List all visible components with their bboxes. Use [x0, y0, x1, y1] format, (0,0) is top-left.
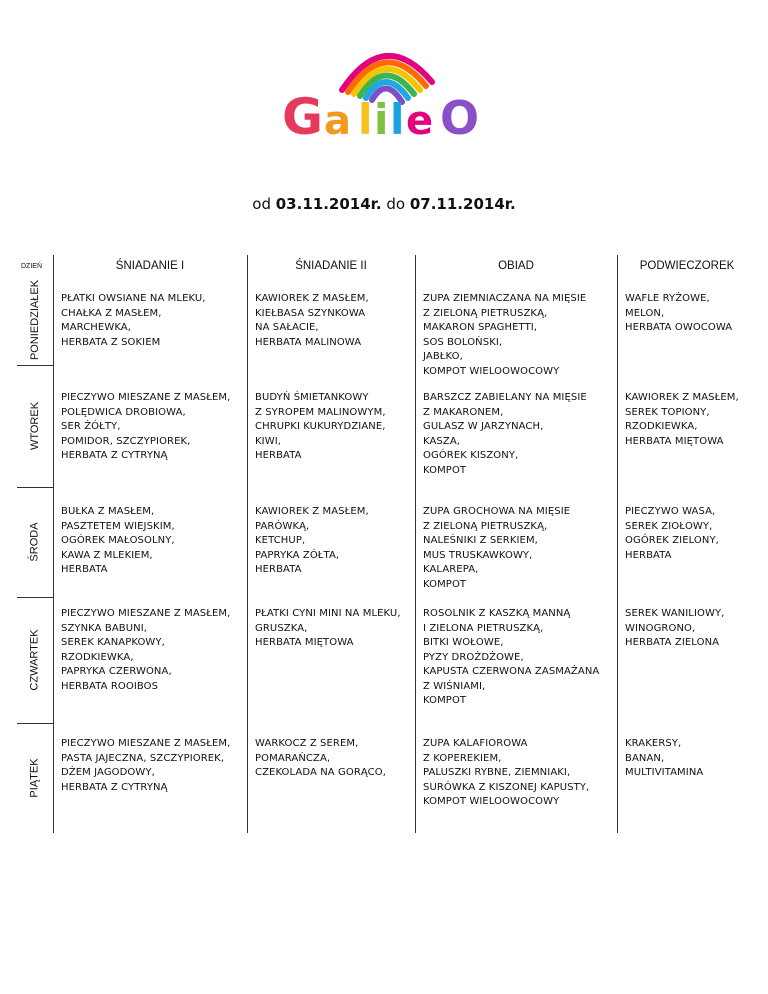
menu-cell: KAWIOREK Z MASŁEM, SEREK TOPIONY, RZODKIEWKA, HERBATA MIĘTOWA — [625, 392, 739, 447]
column-divider — [415, 255, 416, 833]
svg-text:a: a — [324, 98, 351, 144]
menu-cell: ROSOLNIK Z KASZKĄ MANNĄ I ZIELONA PIETRUSZKĄ, BITKI WOŁOWE, PYZY DROŻDŻOWE, KAPUSTA CZERWONA ZASMAŻANA Z WIŚNIAMI, KOMPOT — [423, 608, 600, 706]
galileo-wordmark — [282, 88, 479, 146]
menu-cell: PIECZYWO WASA, SEREK ZIOŁOWY, OGÓREK ZIELONY, HERBATA — [625, 506, 719, 561]
svg-text:l: l — [358, 95, 373, 144]
menu-cell: PIECZYWO MIESZANE Z MASŁEM, SZYNKA BABUNI, SEREK KANAPKOWY, RZODKIEWKA, PAPRYKA CZERWONA, HERBATA ROOIBOS — [61, 608, 231, 692]
date-from: 03.11.2014r. — [275, 195, 382, 213]
svg-text:i: i — [374, 95, 389, 144]
header-breakfast-1: ŚNIADANIE I — [115, 260, 185, 272]
menu-cell: PIECZYWO MIESZANE Z MASŁEM, PASTA JAJECZNA, SZCZYPIOREK, DŻEM JAGODOWY, HERBATA Z CYTRYNĄ — [61, 738, 231, 793]
date-middle: do — [381, 195, 410, 213]
svg-text:e: e — [406, 98, 434, 144]
svg-text:O: O — [440, 91, 480, 145]
menu-cell: BUDYŃ ŚMIETANKOWY Z SYROPEM MALINOWYM, CHRUPKI KUKURYDZIANE, KIWI, HERBATA — [255, 392, 386, 461]
day-monday: PONIEDZIAŁEK — [29, 279, 42, 361]
menu-cell: KAWIOREK Z MASŁEM, KIEŁBASA SZYNKOWA NA SAŁACIE, HERBATA MALINOWA — [255, 293, 369, 348]
header-breakfast-2: ŚNIADANIE II — [295, 260, 367, 272]
column-divider — [53, 255, 54, 833]
day-tuesday: WTOREK — [29, 401, 42, 451]
svg-text:G: G — [282, 88, 324, 146]
menu-cell: SEREK WANILIOWY, WINOGRONO, HERBATA ZIELONA — [625, 608, 725, 648]
menu-cell: ZUPA ZIEMNIACZANA NA MIĘSIE Z ZIELONĄ PIETRUSZKĄ, MAKARON SPAGHETTI, SOS BOLOŃSKI, JABŁKO, KOMPOT WIELOOWOCOWY — [423, 293, 587, 377]
menu-cell: PIECZYWO MIESZANE Z MASŁEM, POLĘDWICA DROBIOWA, SER ŻÓŁTY, POMIDOR, SZCZYPIOREK, HERBATA Z CYTRYNĄ — [61, 392, 231, 461]
header-afternoon-snack: PODWIECZOREK — [639, 260, 735, 272]
menu-cell: BUŁKA Z MASŁEM, PASZTETEM WIEJSKIM, OGÓREK MAŁOSOLNY, KAWA Z MLEKIEM, HERBATA — [61, 506, 175, 575]
menu-cell: WARKOCZ Z SEREM, POMARAŃCZA, CZEKOLADA NA GORĄCO, — [255, 738, 386, 778]
menu-cell: KRAKERSY, BANAN, MULTIVITAMINA — [625, 738, 704, 778]
svg-text:l: l — [390, 95, 405, 144]
menu-cell: WAFLE RYŻOWE, MELON, HERBATA OWOCOWA — [625, 293, 733, 333]
menu-cell: ZUPA GROCHOWA NA MIĘSIE Z ZIELONĄ PIETRUSZKĄ, NALEŚNIKI Z SERKIEM, MUS TRUSKAWKOWY, KALAREPA, KOMPOT — [423, 506, 571, 590]
day-column-header: DZIEŃ — [21, 263, 42, 270]
weekly-menu-table — [17, 255, 757, 833]
menu-cell: ZUPA KALAFIOROWA Z KOPEREKIEM, PALUSZKI RYBNE, ZIEMNIAKI, SURÓWKA Z KISZONEJ KAPUSTY, KOMPOT WIELOOWOCOWY — [423, 738, 590, 807]
menu-cell: BARSZCZ ZABIELANY NA MIĘSIE Z MAKARONEM, GULASZ W JARZYNACH, KASZA, OGÓREK KISZONY, KOMPOT — [423, 392, 587, 476]
header-lunch: OBIAD — [498, 260, 534, 272]
date-prefix: od — [252, 195, 276, 213]
menu-cell: KAWIOREK Z MASŁEM, PARÓWKĄ, KETCHUP, PAPRYKA ZÓŁTA, HERBATA — [255, 506, 369, 575]
menu-cell: PŁATKI CYNI MINI NA MLEKU, GRUSZKA, HERBATA MIĘTOWA — [255, 608, 401, 648]
galileo-logo — [280, 30, 490, 150]
column-divider — [617, 255, 618, 833]
date-range — [0, 195, 768, 213]
day-friday: PIĄTEK — [29, 758, 41, 798]
day-wednesday: ŚRODA — [29, 522, 41, 562]
menu-cell: PŁATKI OWSIANE NA MLEKU, CHAŁKA Z MASŁEM, MARCHEWKA, HERBATA Z SOKIEM — [61, 293, 206, 348]
column-divider — [247, 255, 248, 833]
day-thursday: CZWARTEK — [29, 629, 41, 691]
date-to: 07.11.2014r. — [409, 195, 516, 213]
